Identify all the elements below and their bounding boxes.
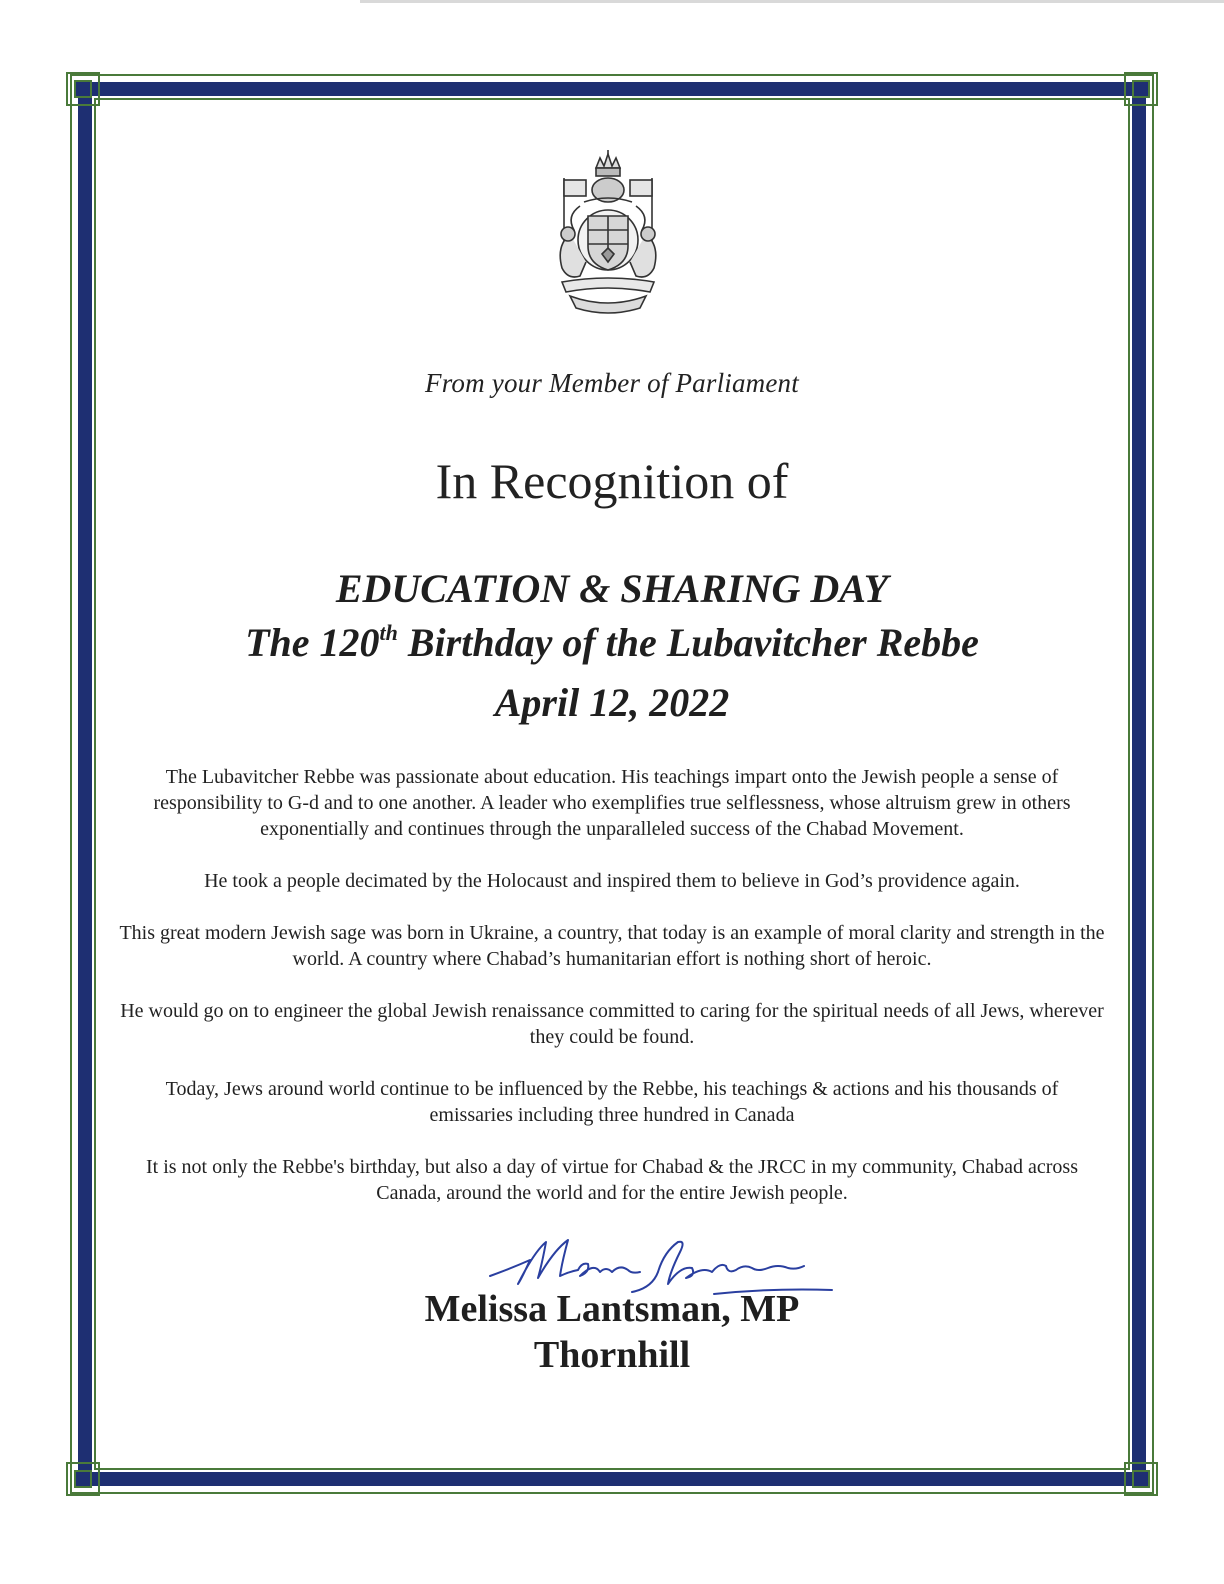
signer-riding: Thornhill — [533, 1334, 691, 1376]
recognition-title: In Recognition of — [435, 453, 789, 509]
frame-corner-bottom-left — [66, 1462, 100, 1496]
frame-corner-bottom-right — [1124, 1462, 1158, 1496]
event-subtitle — [110, 616, 1114, 676]
event-name: EDUCATION & SHARING DAY — [335, 566, 889, 611]
paragraph-2: He took a people decimated by the Holocaust and inspired them to believe in God’s providence again. — [204, 870, 1020, 892]
paragraph-3: This great modern Jewish sage was born in Ukraine, a country, that today is an example of moral clarity and strength in the world. A country where Chabad’s humanitarian effort is nothing short of heroic. — [119, 922, 1105, 970]
signer-name: Melissa Lantsman, MP — [424, 1288, 800, 1330]
paragraph-6: It is not only the Rebbe's birthday, but also a day of virtue for Chabad & the JRCC in my community, Chabad across Canada, around the world and for the entire Jewish people. — [146, 1156, 1078, 1204]
paragraph-4: He would go on to engineer the global Jewish renaissance committed to caring for the spiritual needs of all Jews, wherever they could be found. — [120, 1000, 1104, 1048]
frame-corner-top-left — [66, 72, 100, 106]
paragraph-5: Today, Jews around world continue to be influenced by the Rebbe, his teachings & actions and his thousands of emissaries including three hundred in Canada — [165, 1078, 1059, 1126]
scan-edge — [360, 0, 1224, 3]
subtitle-suffix: Birthday of the Lubavitcher Rebbe — [397, 620, 979, 665]
signer-block — [110, 1286, 1114, 1378]
event-heading-block — [110, 562, 1114, 730]
body-text — [110, 764, 1114, 1232]
subtitle-prefix: The 120 — [245, 620, 380, 665]
event-date: April 12, 2022 — [494, 680, 730, 725]
canadian-coat-of-arms-icon — [540, 150, 676, 316]
frame-corner-top-right — [1124, 72, 1158, 106]
subtitle-superscript: th — [379, 620, 398, 645]
paragraph-1: The Lubavitcher Rebbe was passionate about education. His teachings impart onto the Jewish people a sense of responsibility to G-d and to one another. A leader who exemplifies true selflessness, whose altruism grew in others exponentially and continues through the unparalleled success of the Chabad Movement. — [153, 766, 1071, 840]
from-member-line: From your Member of Parliament — [425, 368, 799, 398]
